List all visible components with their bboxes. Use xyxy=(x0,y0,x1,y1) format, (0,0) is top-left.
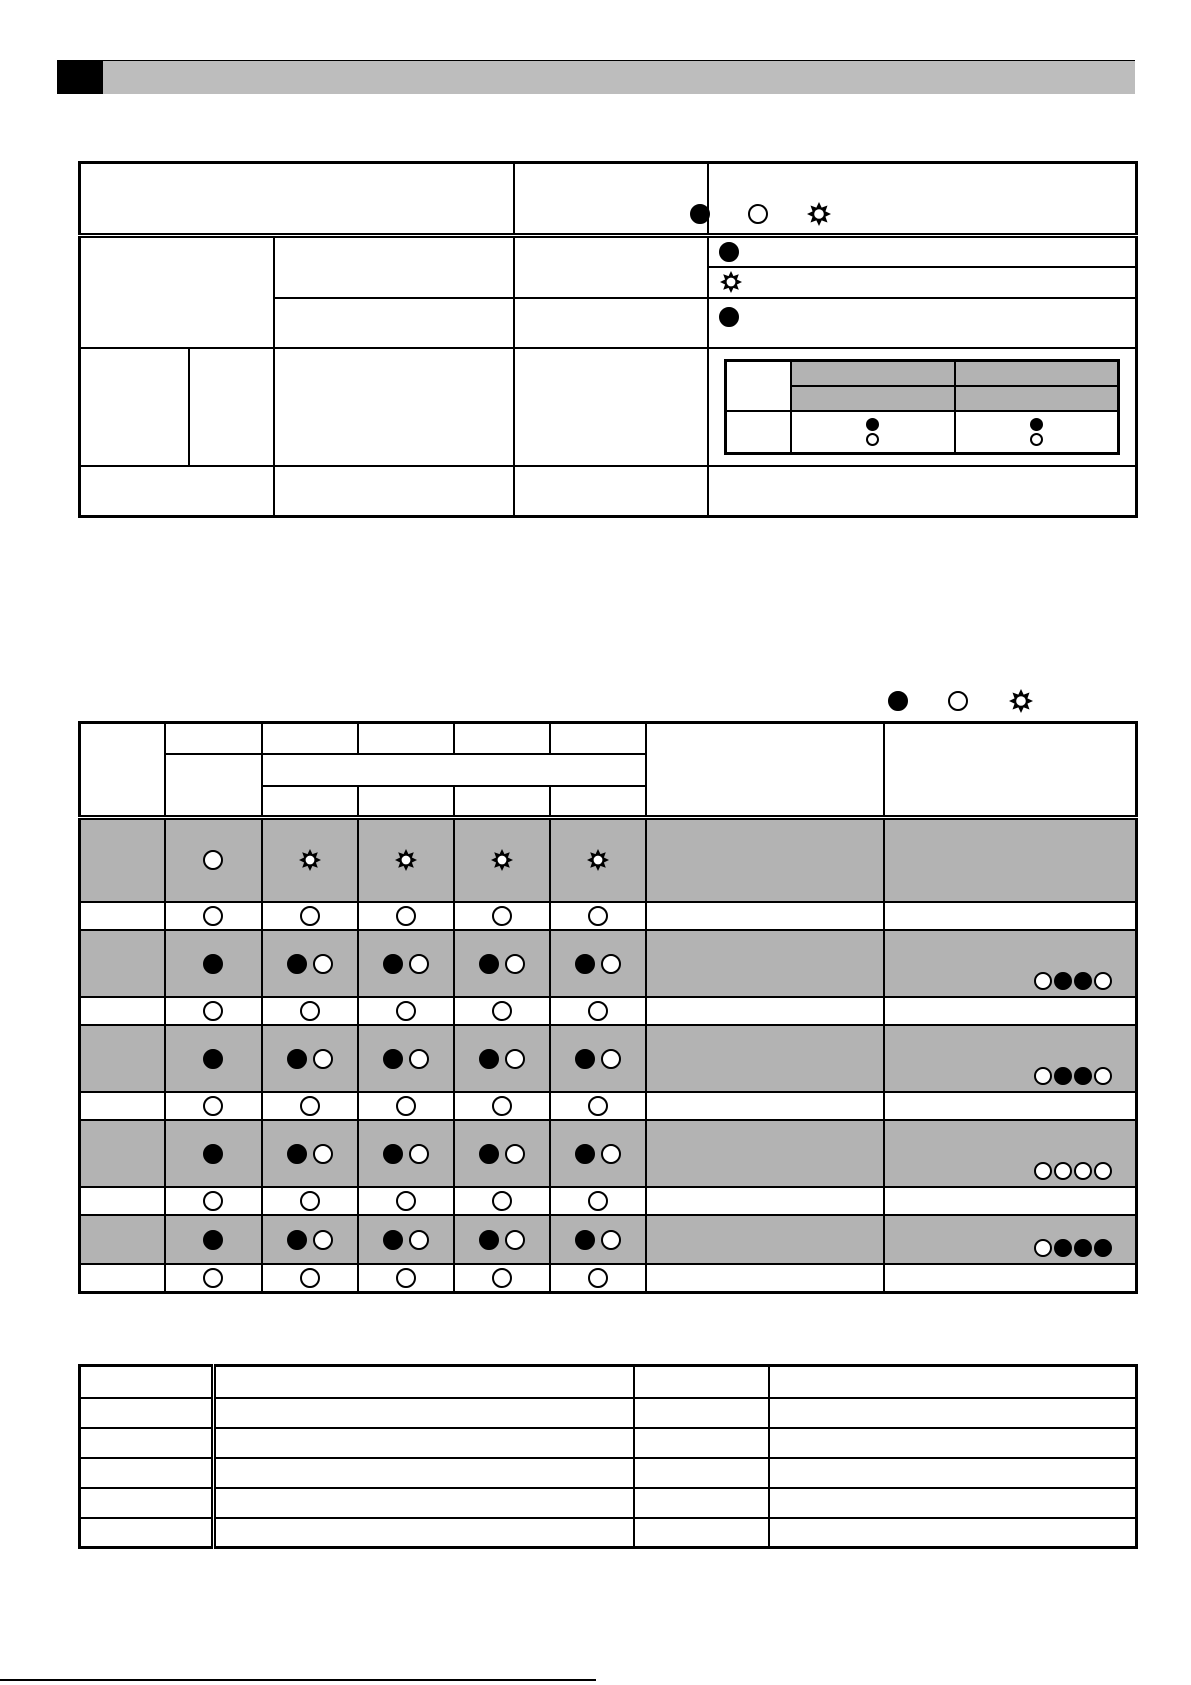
led-on-icon xyxy=(575,1144,595,1164)
table-cell xyxy=(214,1398,634,1428)
row-label-cell xyxy=(80,1215,165,1264)
item-cell xyxy=(274,466,514,516)
table-cell xyxy=(80,1488,214,1518)
sequence-cell xyxy=(884,930,1137,997)
led-off-icon xyxy=(1034,1162,1052,1180)
led-cell xyxy=(262,818,358,902)
table-cell xyxy=(634,1488,769,1518)
subtable-header xyxy=(791,386,955,411)
description-cell xyxy=(646,930,884,997)
led-cell xyxy=(454,1025,550,1092)
led-cell xyxy=(165,1215,262,1264)
led-off-icon xyxy=(409,1049,429,1069)
led-pattern-table xyxy=(78,721,1138,1294)
led-off-icon xyxy=(1034,1239,1052,1257)
table-row xyxy=(80,818,1137,902)
led-on-icon xyxy=(203,1230,223,1250)
table-row xyxy=(80,1215,1137,1264)
table-cell xyxy=(769,1398,1137,1428)
led-off-icon xyxy=(396,1191,416,1211)
table-cell xyxy=(634,1518,769,1548)
led-off-icon xyxy=(313,1144,333,1164)
subtable-header xyxy=(955,386,1119,411)
table-row xyxy=(80,1458,1137,1488)
header-cell xyxy=(358,786,454,818)
status-cell xyxy=(514,236,708,298)
sequence-cell xyxy=(884,997,1137,1026)
led-blinking-icon xyxy=(490,848,514,872)
led-off-icon xyxy=(588,1268,608,1288)
led-off-icon xyxy=(409,1230,429,1250)
led-off-icon xyxy=(505,954,525,974)
led-blinking-icon xyxy=(1008,688,1034,714)
led-cell xyxy=(454,930,550,997)
led-cell xyxy=(358,902,454,931)
led-cell xyxy=(358,997,454,1026)
description-cell xyxy=(708,466,1137,516)
led-off-icon xyxy=(588,1001,608,1021)
led-off-icon xyxy=(203,906,223,926)
description-cell xyxy=(646,997,884,1026)
led-cell xyxy=(550,1187,646,1216)
led-cell xyxy=(454,1187,550,1216)
led-cell xyxy=(165,902,262,931)
led-on-icon xyxy=(866,418,879,431)
led-on-icon xyxy=(1054,1067,1072,1085)
led-off-icon xyxy=(203,1001,223,1021)
led-cell xyxy=(165,818,262,902)
description-cell xyxy=(646,902,884,931)
table-row xyxy=(80,1025,1137,1092)
led-cell xyxy=(358,1120,454,1187)
legend xyxy=(690,200,990,228)
led-cell xyxy=(262,1025,358,1092)
led-cell xyxy=(358,930,454,997)
led-off-icon xyxy=(300,906,320,926)
header-cell xyxy=(80,723,165,818)
led-on-icon xyxy=(575,1049,595,1069)
table-row xyxy=(80,930,1137,997)
led-on-icon xyxy=(203,1144,223,1164)
led-off-icon xyxy=(396,1001,416,1021)
table-row xyxy=(80,1187,1137,1216)
led-on-icon xyxy=(1074,1067,1092,1085)
header-cell xyxy=(454,723,550,755)
header-cell xyxy=(454,786,550,818)
led-off-icon xyxy=(300,1191,320,1211)
table-cell xyxy=(769,1428,1137,1458)
led-off-icon xyxy=(1074,1162,1092,1180)
led-cell xyxy=(550,997,646,1026)
led-off-icon xyxy=(1034,972,1052,990)
table-cell xyxy=(80,1458,214,1488)
led-off-icon xyxy=(300,1268,320,1288)
header-cell xyxy=(769,1366,1137,1398)
reference-table xyxy=(78,1364,1138,1549)
row-label-cell xyxy=(80,818,165,902)
category-cell xyxy=(80,466,274,516)
led-cell xyxy=(165,1187,262,1216)
table-cell xyxy=(214,1458,634,1488)
subcategory-cell xyxy=(189,348,274,466)
led-off-icon xyxy=(601,954,621,974)
table-cell xyxy=(80,1428,214,1458)
subtable-header xyxy=(955,361,1119,386)
led-off-icon xyxy=(313,1049,333,1069)
led-off-icon xyxy=(300,1001,320,1021)
led-off-icon xyxy=(313,1230,333,1250)
header-cell xyxy=(514,163,708,236)
led-on-icon xyxy=(888,691,908,711)
led-cell xyxy=(262,902,358,931)
led-cell xyxy=(550,902,646,931)
header-cell xyxy=(358,723,454,755)
footer-rule xyxy=(0,1679,596,1681)
led-blinking-icon xyxy=(586,848,610,872)
led-off-icon xyxy=(588,906,608,926)
header-cell xyxy=(550,786,646,818)
led-on-icon xyxy=(287,954,307,974)
led-cell xyxy=(262,1215,358,1264)
led-cell xyxy=(262,997,358,1026)
section-header-bar xyxy=(103,61,1135,94)
led-off-icon xyxy=(203,1096,223,1116)
led-cell xyxy=(165,1092,262,1121)
description-cell xyxy=(646,1215,884,1264)
led-cell xyxy=(165,1264,262,1293)
table-row xyxy=(80,1428,1137,1458)
table-cell xyxy=(80,1398,214,1428)
led-off-icon xyxy=(601,1144,621,1164)
led-cell xyxy=(550,1264,646,1293)
led-cell xyxy=(358,1264,454,1293)
led-on-icon xyxy=(383,1144,403,1164)
led-off-icon xyxy=(505,1049,525,1069)
led-cell xyxy=(165,1120,262,1187)
led-on-icon xyxy=(1094,1239,1112,1257)
led-off-icon xyxy=(505,1144,525,1164)
row-label-cell xyxy=(80,1120,165,1187)
indicator-subtable xyxy=(724,359,1120,455)
subtable-cell xyxy=(791,411,955,454)
legend xyxy=(888,688,1118,714)
subtable-header xyxy=(725,361,791,411)
table-cell xyxy=(634,1458,769,1488)
led-off-icon xyxy=(203,1268,223,1288)
row-label-cell xyxy=(80,1092,165,1121)
table-row xyxy=(80,1366,1137,1398)
led-cell xyxy=(550,1215,646,1264)
description-cell xyxy=(646,1187,884,1216)
led-on-icon xyxy=(479,1230,499,1250)
table-row xyxy=(80,1264,1137,1293)
led-off-icon xyxy=(203,850,223,870)
led-cell xyxy=(262,1187,358,1216)
status-cell xyxy=(514,466,708,516)
led-on-icon xyxy=(479,1144,499,1164)
led-off-icon xyxy=(409,954,429,974)
row-label-cell xyxy=(80,930,165,997)
led-on-icon xyxy=(719,242,739,262)
section-marker xyxy=(57,61,103,94)
led-off-icon xyxy=(588,1191,608,1211)
led-off-icon xyxy=(396,906,416,926)
led-blinking-icon xyxy=(298,848,322,872)
led-off-icon xyxy=(492,1191,512,1211)
subtable-cell xyxy=(955,411,1119,454)
table-cell xyxy=(769,1518,1137,1548)
led-off-icon xyxy=(948,691,968,711)
led-off-icon xyxy=(1094,1162,1112,1180)
indicator-row xyxy=(708,267,1137,298)
led-on-icon xyxy=(719,307,739,327)
table-cell xyxy=(769,1458,1137,1488)
led-cell xyxy=(165,930,262,997)
row-label-cell xyxy=(80,1187,165,1216)
led-cell xyxy=(550,930,646,997)
sequence-cell xyxy=(884,902,1137,931)
table-cell xyxy=(80,1518,214,1548)
led-on-icon xyxy=(203,954,223,974)
table-row xyxy=(80,902,1137,931)
led-on-icon xyxy=(1030,418,1043,431)
table-cell xyxy=(214,1428,634,1458)
led-off-icon xyxy=(492,1096,512,1116)
led-on-icon xyxy=(1054,1239,1072,1257)
led-cell xyxy=(358,1215,454,1264)
led-on-icon xyxy=(479,954,499,974)
led-on-icon xyxy=(287,1144,307,1164)
led-cell xyxy=(165,997,262,1026)
led-off-icon xyxy=(313,954,333,974)
header-cell xyxy=(646,723,884,818)
sequence-cell xyxy=(884,1025,1137,1092)
header-cell xyxy=(80,1366,214,1398)
sequence-cell xyxy=(884,1120,1137,1187)
led-on-icon xyxy=(203,1049,223,1069)
led-cell xyxy=(550,1120,646,1187)
item-cell xyxy=(274,298,514,348)
led-on-icon xyxy=(1074,972,1092,990)
led-blinking-icon xyxy=(394,848,418,872)
led-cell xyxy=(358,1025,454,1092)
led-off-icon xyxy=(203,1191,223,1211)
status-cell xyxy=(514,348,708,466)
led-off-icon xyxy=(866,433,879,446)
led-on-icon xyxy=(287,1230,307,1250)
indicator-row xyxy=(708,236,1137,267)
led-cell xyxy=(358,818,454,902)
led-cell xyxy=(454,1092,550,1121)
table-cell xyxy=(214,1488,634,1518)
led-off-icon xyxy=(396,1096,416,1116)
table-row xyxy=(80,1488,1137,1518)
led-off-icon xyxy=(1030,433,1043,446)
inner-table-cell xyxy=(708,348,1137,466)
led-cell xyxy=(358,1187,454,1216)
row-label-cell xyxy=(80,902,165,931)
led-off-icon xyxy=(1094,1067,1112,1085)
led-off-icon xyxy=(601,1049,621,1069)
sequence-cell xyxy=(884,1264,1137,1293)
led-cell xyxy=(454,1120,550,1187)
led-off-icon xyxy=(1094,972,1112,990)
header-cell xyxy=(165,723,262,755)
header-cell xyxy=(214,1366,634,1398)
sequence-cell xyxy=(884,1187,1137,1216)
header-cell xyxy=(634,1366,769,1398)
led-cell xyxy=(262,1264,358,1293)
led-cell xyxy=(454,1215,550,1264)
header-cell xyxy=(165,754,262,817)
table-cell xyxy=(634,1398,769,1428)
sequence-cell xyxy=(884,818,1137,902)
led-blinking-icon xyxy=(719,270,743,294)
description-cell xyxy=(646,1120,884,1187)
sequence-cell xyxy=(884,1092,1137,1121)
led-off-icon xyxy=(492,1268,512,1288)
description-cell xyxy=(646,1025,884,1092)
led-cell xyxy=(550,1092,646,1121)
led-on-icon xyxy=(690,204,710,224)
header-cell xyxy=(262,786,358,818)
led-on-icon xyxy=(383,1230,403,1250)
led-on-icon xyxy=(383,1049,403,1069)
led-cell xyxy=(358,1092,454,1121)
led-cell xyxy=(262,1092,358,1121)
led-on-icon xyxy=(1074,1239,1092,1257)
description-cell xyxy=(646,1264,884,1293)
table-row xyxy=(80,997,1137,1026)
led-off-icon xyxy=(409,1144,429,1164)
subtable-header xyxy=(791,361,955,386)
led-cell xyxy=(454,1264,550,1293)
led-off-icon xyxy=(1054,1162,1072,1180)
led-off-icon xyxy=(588,1096,608,1116)
header-cell xyxy=(80,163,514,236)
led-on-icon xyxy=(1054,972,1072,990)
item-cell xyxy=(274,348,514,466)
category-cell xyxy=(80,348,189,466)
led-on-icon xyxy=(383,954,403,974)
table-cell xyxy=(634,1428,769,1458)
led-blinking-icon xyxy=(806,201,832,227)
header-cell xyxy=(884,723,1137,818)
led-off-icon xyxy=(601,1230,621,1250)
table-cell xyxy=(214,1518,634,1548)
row-label-cell xyxy=(80,1025,165,1092)
row-label-cell xyxy=(80,997,165,1026)
led-off-icon xyxy=(748,204,768,224)
led-cell xyxy=(454,902,550,931)
description-cell xyxy=(646,1092,884,1121)
led-off-icon xyxy=(492,1001,512,1021)
led-cell xyxy=(550,818,646,902)
led-on-icon xyxy=(575,954,595,974)
table-row xyxy=(80,1398,1137,1428)
led-off-icon xyxy=(492,906,512,926)
led-cell xyxy=(262,1120,358,1187)
header-cell xyxy=(550,723,646,755)
table-row xyxy=(80,1092,1137,1121)
header-cell xyxy=(262,754,646,786)
status-cell xyxy=(514,298,708,348)
category-cell xyxy=(80,236,274,348)
led-off-icon xyxy=(505,1230,525,1250)
table-row xyxy=(80,1120,1137,1187)
table-row xyxy=(80,1518,1137,1548)
indicator-row xyxy=(708,298,1137,348)
led-off-icon xyxy=(396,1268,416,1288)
led-cell xyxy=(550,1025,646,1092)
led-on-icon xyxy=(287,1049,307,1069)
header-cell xyxy=(262,723,358,755)
led-cell xyxy=(262,930,358,997)
description-cell xyxy=(646,818,884,902)
led-off-icon xyxy=(1034,1067,1052,1085)
sequence-cell xyxy=(884,1215,1137,1264)
subtable-label xyxy=(725,411,791,454)
led-off-icon xyxy=(300,1096,320,1116)
led-cell xyxy=(454,818,550,902)
led-on-icon xyxy=(575,1230,595,1250)
row-label-cell xyxy=(80,1264,165,1293)
table-cell xyxy=(769,1488,1137,1518)
item-cell xyxy=(274,236,514,298)
led-on-icon xyxy=(479,1049,499,1069)
led-cell xyxy=(454,997,550,1026)
led-cell xyxy=(165,1025,262,1092)
